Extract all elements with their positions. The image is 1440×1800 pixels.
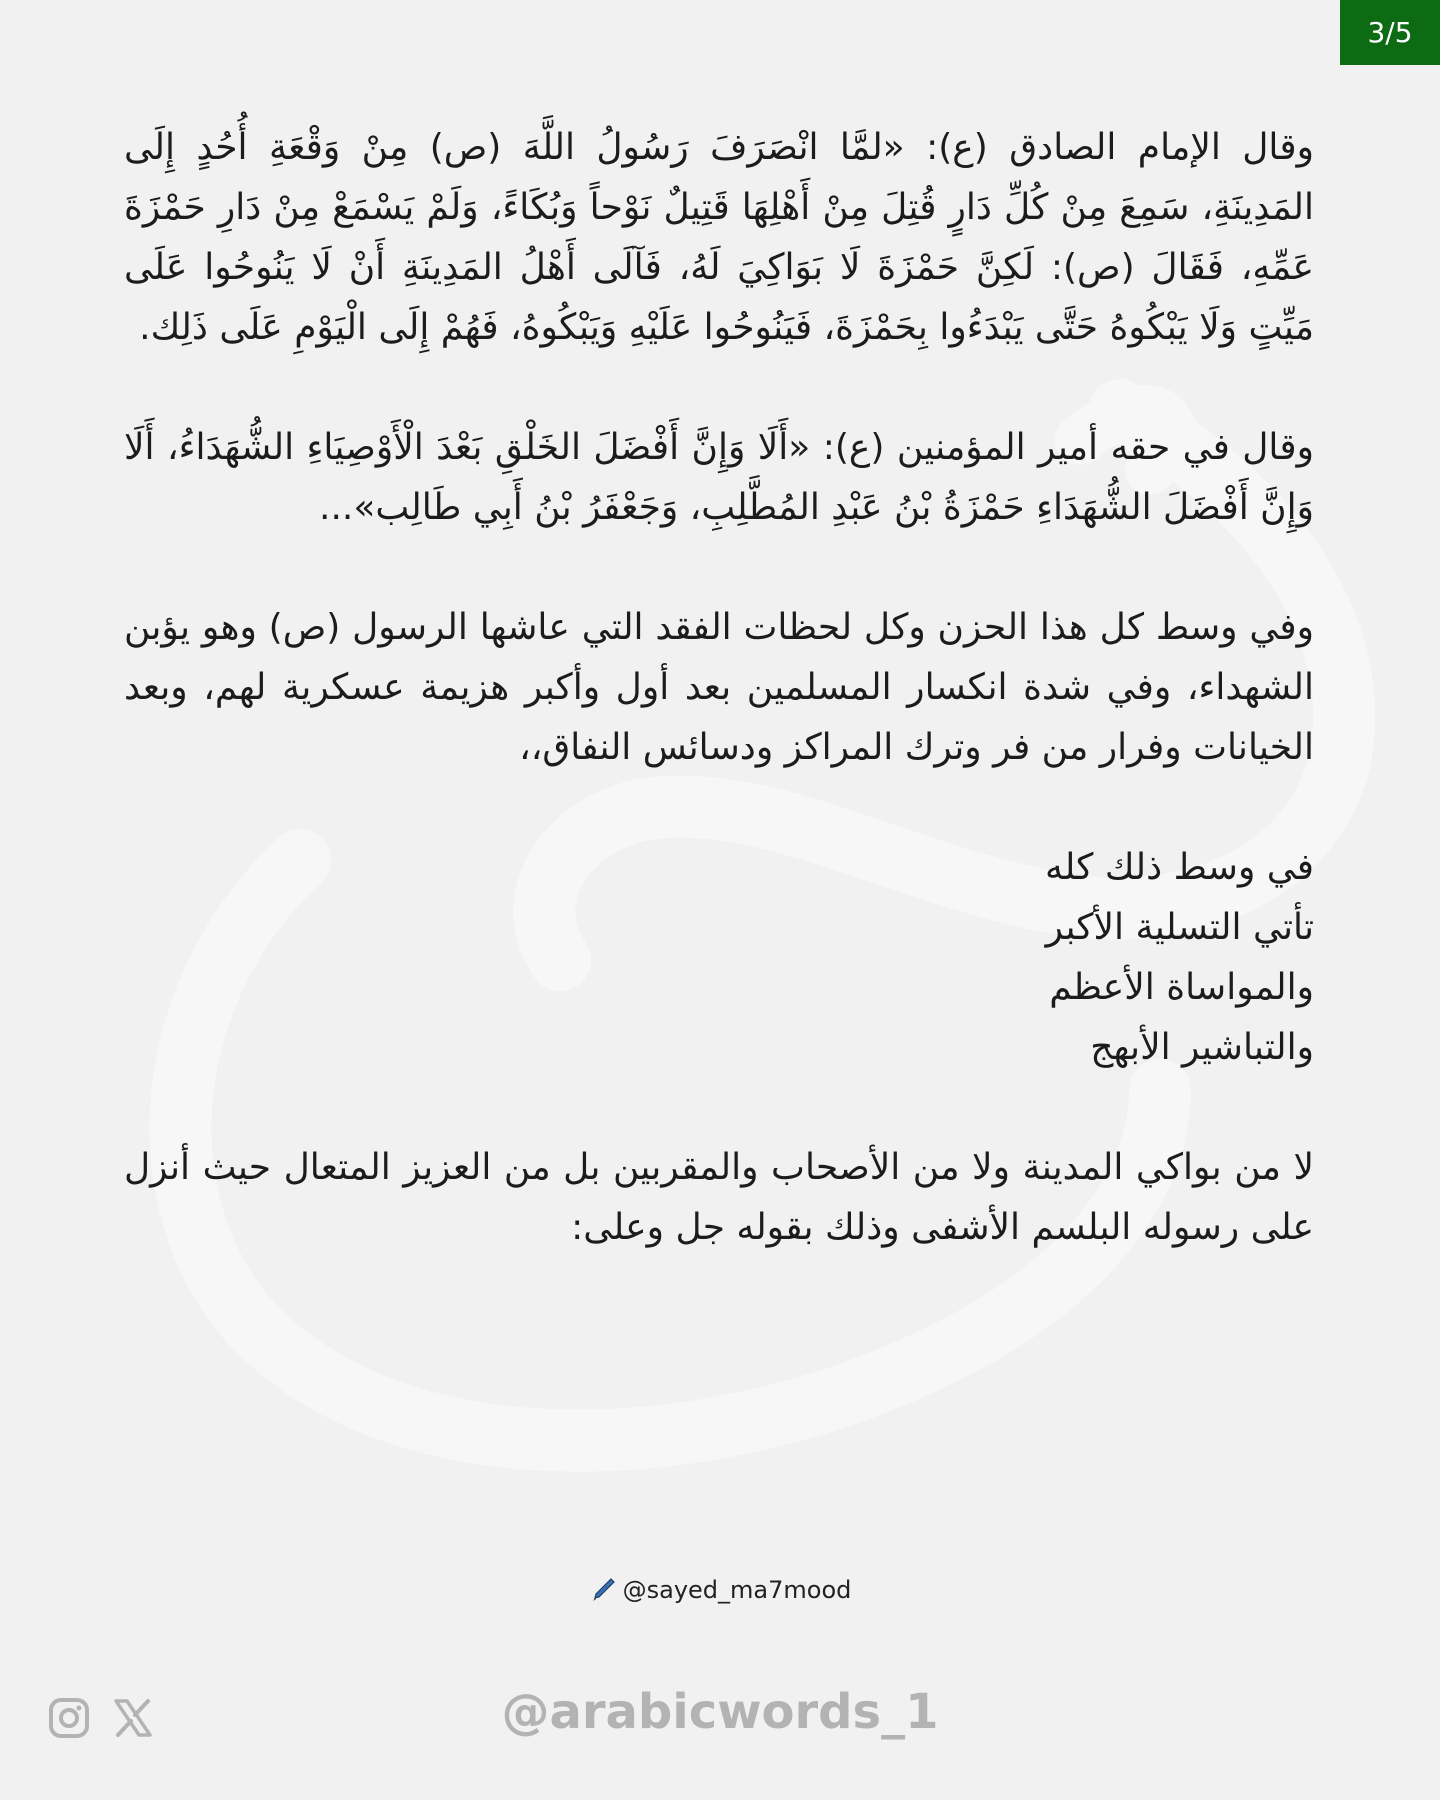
author-credit (0, 1576, 1440, 1604)
short-lines-block (124, 838, 1314, 1078)
line-item: تأتي التسلية الأكبر (1045, 907, 1314, 948)
paragraph-imam-sadiq-quote: وقال الإمام الصادق (ع): «لمَّا انْصَرَفَ رَسُولُ اللَّهَ (ص) مِنْ وَقْعَةِ أُحُدٍ إِلَى المَدِينَةِ، سَمِعَ مِنْ كُلِّ دَارٍ قُتِلَ مِنْ أَهْلِهَا قَتِيلٌ نَوْحاً وَبُكَاءً، وَلَمْ يَسْمَعْ مِنْ دَارِ حَمْزَةَ عَمِّهِ، فَقَالَ (ص): لَكِنَّ حَمْزَةَ لَا بَوَاكِيَ لَهُ، فَآلَى أَهْلُ المَدِينَةِ أَنْ لَا يَنُوحُوا عَلَى مَيِّتٍ وَلَا يَبْكُوهُ حَتَّى يَبْدَءُوا بِحَمْزَةَ، فَيَنُوحُوا عَلَيْهِ وَيَبْكُوهُ، فَهُمْ إِلَى الْيَوْمِ عَلَى ذَلِك. (124, 127, 1314, 348)
footer-handle[interactable]: @arabicwords_1 (501, 1684, 939, 1740)
line-item: في وسط ذلك كله (1045, 847, 1314, 888)
page-indicator: 3/5 (1340, 0, 1440, 65)
author-handle[interactable]: @sayed_ma7mood (622, 1576, 852, 1604)
pen-icon (589, 1576, 617, 1604)
paragraph-context: وفي وسط كل هذا الحزن وكل لحظات الفقد التي عاشها الرسول (ص) وهو يؤبن الشهداء، وفي شدة انكسار المسلمين بعد أول وأكبر هزيمة عسكرية لهم، وبعد الخيانات وفرار من فر وترك المراكز ودسائس النفاق،، (124, 607, 1314, 768)
line-item: والمواساة الأعظم (1049, 967, 1314, 1008)
paragraph-amir-almuminin-quote: وقال في حقه أمير المؤمنين (ع): «أَلَا وَإِنَّ أَفْضَلَ الخَلْقِ بَعْدَ الْأَوْصِيَاءِ الشُّهَدَاءُ، أَلَا وَإِنَّ أَفْضَلَ الشُّهَدَاءِ حَمْزَةُ بْنُ عَبْدِ المُطَّلِبِ، وَجَعْفَرُ بْنُ أَبِي طَالِب»... (124, 427, 1314, 528)
line-item: والتباشير الأبهج (1090, 1027, 1314, 1068)
paragraph-closing: لا من بواكي المدينة ولا من الأصحاب والمقربين بل من العزيز المتعال حيث أنزل على رسوله البلسم الأشفى وذلك بقوله جل وعلى: (124, 1147, 1314, 1248)
article-body (124, 118, 1314, 1318)
